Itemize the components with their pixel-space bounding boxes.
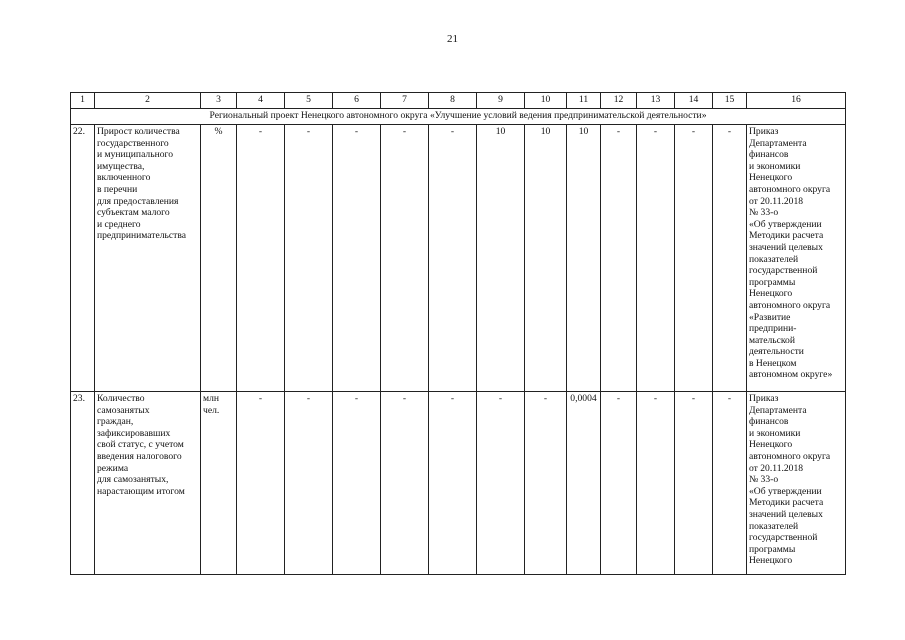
value-cell: - — [675, 125, 713, 392]
value-cell: - — [333, 125, 381, 392]
value-cell: - — [601, 125, 637, 392]
source-document: Приказ Департамента финансов и экономики Ненецкого автономного округа от 20.11.2018 № 33-о «Об утверждении Методики расчета значений целевых показателей государственной программы Ненецкого — [747, 392, 846, 575]
column-header: 6 — [333, 93, 381, 109]
section-title: Региональный проект Ненецкого автономного округа «Улучшение условий ведения предпринимательской деятельности» — [71, 109, 846, 125]
value-cell: - — [381, 125, 429, 392]
row-number: 22. — [71, 125, 95, 392]
value-cell: 10 — [567, 125, 601, 392]
value-cell: - — [637, 392, 675, 575]
value-cell: - — [429, 392, 477, 575]
value-cell: - — [285, 392, 333, 575]
value-cell: 10 — [525, 125, 567, 392]
value-cell: - — [237, 392, 285, 575]
table-row — [71, 392, 846, 575]
section-row — [71, 109, 846, 125]
column-header: 4 — [237, 93, 285, 109]
column-header: 2 — [95, 93, 201, 109]
value-cell: - — [381, 392, 429, 575]
column-header: 12 — [601, 93, 637, 109]
column-number-row — [71, 93, 846, 109]
value-cell: - — [477, 392, 525, 575]
value-cell: - — [237, 125, 285, 392]
column-header: 10 — [525, 93, 567, 109]
table-row — [71, 125, 846, 392]
column-header: 7 — [381, 93, 429, 109]
value-cell: - — [429, 125, 477, 392]
column-header: 5 — [285, 93, 333, 109]
column-header: 13 — [637, 93, 675, 109]
column-header: 9 — [477, 93, 525, 109]
source-document: Приказ Департамента финансов и экономики Ненецкого автономного округа от 20.11.2018 № 33-о «Об утверждении Методики расчета значений целевых показателей государственной программы Ненецкого автономного округа «Развитие предприни- мательской деятельности в Ненецком автономном округе» — [747, 125, 846, 392]
value-cell: 0,0004 — [567, 392, 601, 575]
value-cell: - — [675, 392, 713, 575]
value-cell: 10 — [477, 125, 525, 392]
column-header: 3 — [201, 93, 237, 109]
value-cell: - — [333, 392, 381, 575]
unit-cell: млн чел. — [201, 392, 237, 575]
value-cell: - — [713, 392, 747, 575]
unit-cell: % — [201, 125, 237, 392]
column-header: 14 — [675, 93, 713, 109]
column-header: 16 — [747, 93, 846, 109]
value-cell: - — [285, 125, 333, 392]
indicator-name: Количество самозанятых граждан, зафиксировавших свой статус, с учетом введения налогового режима для самозанятых, нарастающим итогом — [95, 392, 201, 575]
value-cell: - — [637, 125, 675, 392]
column-header: 11 — [567, 93, 601, 109]
value-cell: - — [525, 392, 567, 575]
row-number: 23. — [71, 392, 95, 575]
value-cell: - — [713, 125, 747, 392]
page-number: 21 — [447, 33, 458, 45]
indicators-table — [70, 92, 846, 575]
value-cell: - — [601, 392, 637, 575]
column-header: 15 — [713, 93, 747, 109]
column-header: 8 — [429, 93, 477, 109]
indicator-name: Прирост количества государственного и муниципального имущества, включенного в перечни для предоставления субъектам малого и среднего предпринимательства — [95, 125, 201, 392]
column-header: 1 — [71, 93, 95, 109]
